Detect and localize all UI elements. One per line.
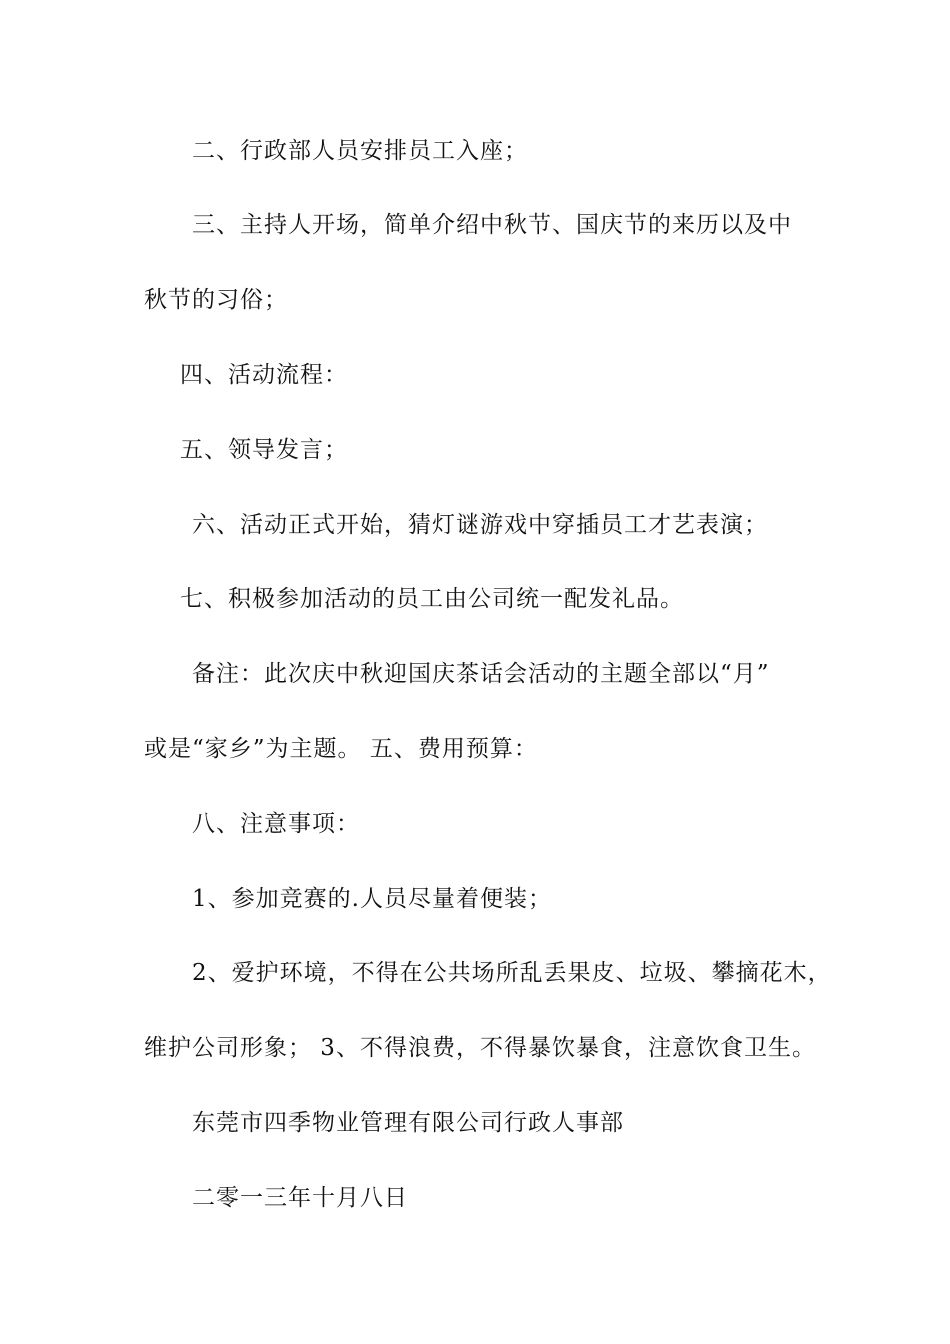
text-line: 东莞市四季物业管理有限公司行政人事部: [192, 1110, 624, 1136]
text-line: 秋节的习俗；: [144, 287, 288, 313]
text-line: 二零一三年十月八日: [192, 1185, 408, 1211]
text-line: 备注：此次庆中秋迎国庆茶话会活动的主题全部以“月”: [192, 661, 770, 687]
text-line: 三、主持人开场，简单介绍中秋节、国庆节的来历以及中: [192, 212, 792, 238]
text-line: 六、活动正式开始，猜灯谜游戏中穿插员工才艺表演；: [192, 512, 768, 538]
text-line: 五、领导发言；: [180, 437, 348, 463]
text-line: 维护公司形象； 3、不得浪费，不得暴饮暴食，注意饮食卫生。: [144, 1035, 816, 1061]
text-line: 二、行政部人员安排员工入座；: [192, 138, 528, 164]
text-line: 1、参加竞赛的.人员尽量着便装；: [192, 886, 552, 912]
text-line: 四、活动流程：: [180, 362, 348, 388]
text-line: 2、爱护环境，不得在公共场所乱丢果皮、垃圾、攀摘花木，: [192, 960, 832, 986]
text-line: 七、积极参加活动的员工由公司统一配发礼品。: [180, 586, 684, 612]
text-line: 或是“家乡”为主题。 五、费用预算：: [144, 736, 538, 762]
text-line: 八、注意事项：: [192, 811, 360, 837]
